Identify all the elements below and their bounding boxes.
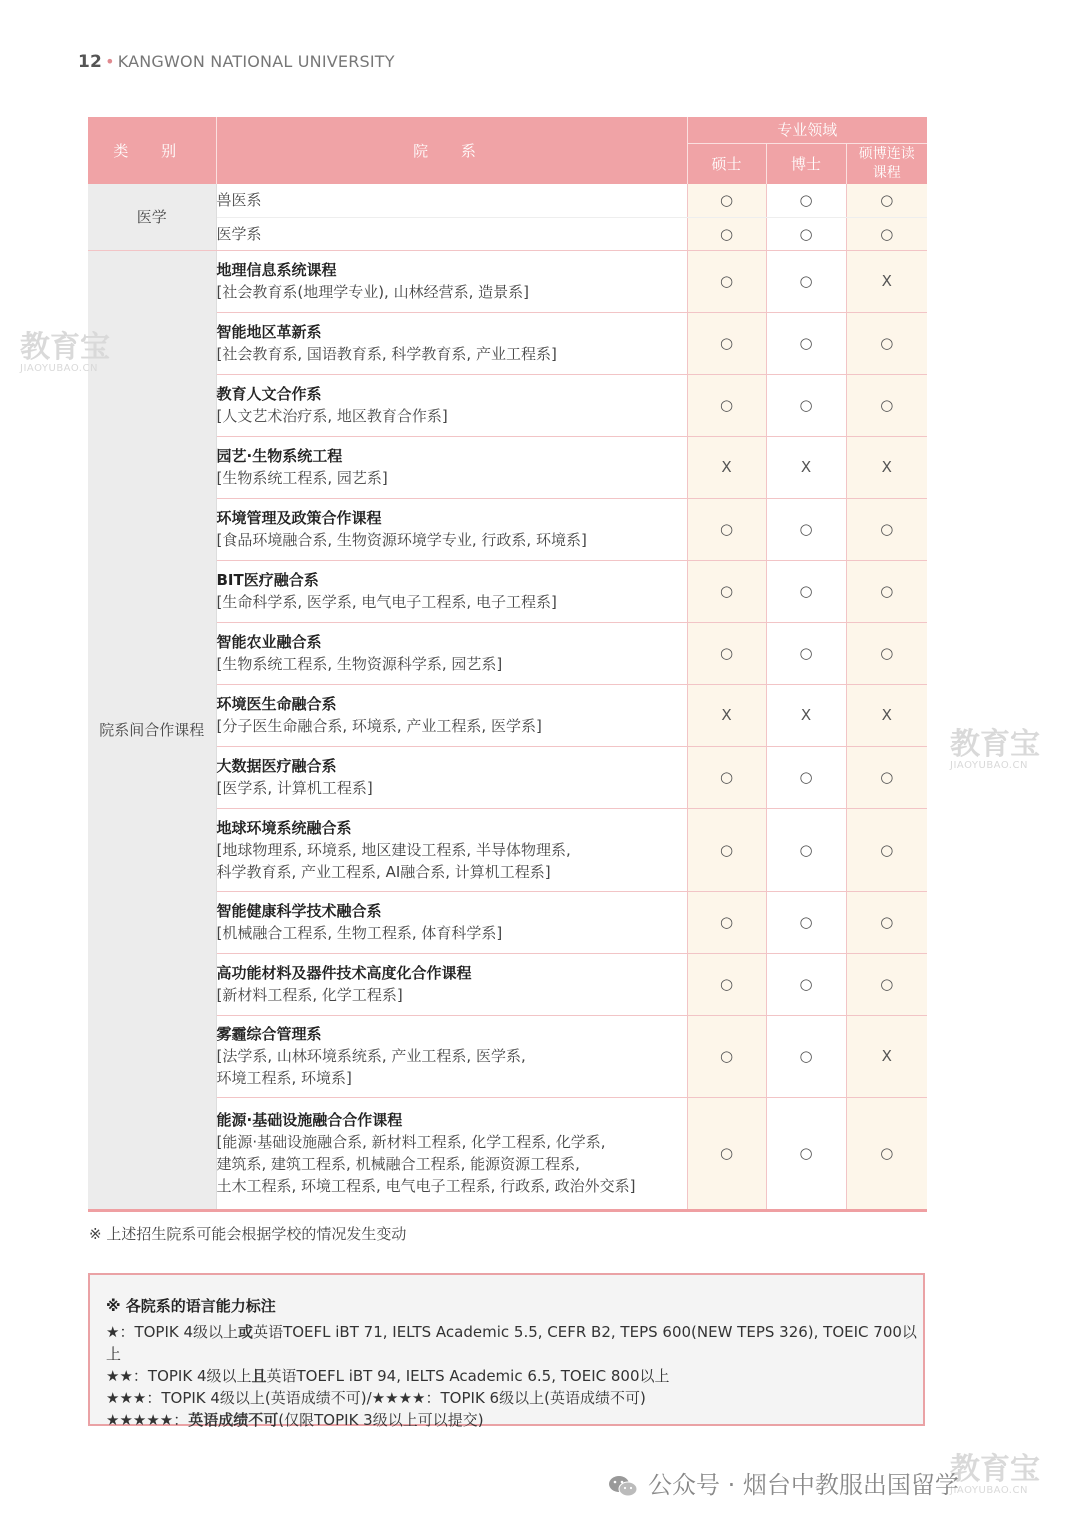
table-row	[88, 250, 927, 312]
department-members: [能源·基础设施融合系, 新材料工程系, 化学工程系, 化学系,	[216, 1133, 606, 1151]
department-members: [新材料工程系, 化学工程系]	[216, 986, 403, 1004]
page-number: 12	[78, 52, 103, 72]
doctor-mark: X	[766, 684, 846, 746]
combined-mark: ○	[846, 746, 927, 808]
master-mark: ○	[687, 250, 766, 312]
combined-mark: X	[846, 1015, 927, 1097]
stars: ★	[106, 1323, 120, 1341]
doctor-mark: ○	[766, 891, 846, 953]
combined-mark: ○	[846, 808, 927, 891]
header-separator: •	[105, 52, 115, 71]
page-header	[78, 52, 395, 72]
master-mark: ○	[687, 746, 766, 808]
doctor-mark: ○	[766, 217, 846, 250]
master-mark: ○	[687, 953, 766, 1015]
department-members: [机械融合工程系, 生物工程系, 体育科学系]	[216, 924, 503, 942]
master-mark: ○	[687, 217, 766, 250]
department-name: 教育人文合作系	[216, 385, 322, 403]
department-cell	[216, 250, 687, 312]
department-name: BIT医疗融合系	[216, 571, 319, 589]
header-category: 类 别	[88, 117, 216, 184]
line-text: 英语TOEFL iBT 71, IELTS Academic 5.5, CEFR B2, TEPS 600(NEW TEPS 326), TOEIC 700以上	[106, 1323, 917, 1363]
line-emphasis: ★★★★	[371, 1389, 426, 1407]
header-combined: 硕博连读 课程	[846, 143, 927, 184]
department-name: 智能健康科学技术融合系	[216, 902, 382, 920]
line-text: (仅限TOPIK 3级以上可以提交)	[278, 1411, 484, 1429]
department-members: 建筑系, 建筑工程系, 机械融合工程系, 能源资源工程系,	[216, 1155, 580, 1173]
master-mark: ○	[687, 312, 766, 374]
footnote: ※ 上述招生院系可能会根据学校的情况发生变动	[89, 1225, 407, 1243]
master-mark: ○	[687, 374, 766, 436]
combined-mark: X	[846, 250, 927, 312]
doctor-mark: ○	[766, 808, 846, 891]
line-emphasis: 或	[238, 1323, 254, 1341]
department-cell	[216, 436, 687, 498]
department-name: 园艺·生物系统工程	[216, 447, 343, 465]
category-cell: 医学	[88, 184, 216, 250]
master-mark: ○	[687, 808, 766, 891]
department-cell	[216, 684, 687, 746]
header-department: 院 系	[216, 117, 687, 184]
department-cell	[216, 891, 687, 953]
header-field-group: 专业领域	[687, 117, 927, 143]
master-mark: ○	[687, 184, 766, 217]
department-cell	[216, 1015, 687, 1097]
department-name: 地理信息系统课程	[216, 261, 337, 279]
master-mark: ○	[687, 622, 766, 684]
doctor-mark: ○	[766, 498, 846, 560]
stars: ★★★★★	[106, 1411, 174, 1429]
combined-mark: ○	[846, 184, 927, 217]
department-members: [生物系统工程系, 生物资源科学系, 园艺系]	[216, 655, 503, 673]
line-text: ：TOPIK 6级以上(英语成绩不可)	[425, 1389, 646, 1407]
line-text: ：TOPIK 4级以上	[119, 1323, 239, 1341]
department-members: [生物系统工程系, 园艺系]	[216, 469, 388, 487]
department-cell: 医学系	[216, 217, 687, 250]
department-members: [地球物理系, 环境系, 地区建设工程系, 半导体物理系,	[216, 840, 571, 859]
department-name: 环境医生命融合系	[216, 695, 337, 713]
doctor-mark: ○	[766, 622, 846, 684]
combined-mark: ○	[846, 622, 927, 684]
university-name: KANGWON NATIONAL UNIVERSITY	[117, 52, 395, 71]
department-cell	[216, 1097, 687, 1210]
combined-mark: ○	[846, 560, 927, 622]
combined-mark: ○	[846, 374, 927, 436]
department-name: 高功能材料及器件技术高度化合作课程	[216, 964, 472, 982]
language-box-title: ※ 各院系的语言能力标注	[106, 1297, 276, 1315]
combined-mark: ○	[846, 217, 927, 250]
department-members: [生命科学系, 医学系, 电气电子工程系, 电子工程系]	[216, 593, 557, 611]
department-members: 土木工程系, 环境工程系, 电气电子工程系, 行政系, 政治外交系]	[216, 1177, 636, 1195]
combined-mark: ○	[846, 953, 927, 1015]
line-emphasis: 且	[251, 1367, 267, 1385]
language-line	[106, 1387, 923, 1409]
department-cell	[216, 374, 687, 436]
department-members: [社会教育系, 国语教育系, 科学教育系, 产业工程系]	[216, 345, 557, 363]
department-name: 地球环境系统融合系	[216, 818, 352, 837]
department-name: 智能农业融合系	[216, 633, 322, 651]
doctor-mark: ○	[766, 1097, 846, 1210]
combined-mark: ○	[846, 1097, 927, 1210]
department-name: 大数据医疗融合系	[216, 757, 337, 775]
department-name: 环境管理及政策合作课程	[216, 509, 382, 527]
department-members: [分子医生命融合系, 环境系, 产业工程系, 医学系]	[216, 717, 542, 735]
table-row	[88, 184, 927, 217]
watermark-right: 教育宝 JIAOYUBAO.CN	[950, 727, 1040, 771]
department-table	[88, 117, 927, 1212]
watermark-bottom: 教育宝 JIAOYUBAO.CN	[950, 1452, 1040, 1496]
doctor-mark: ○	[766, 953, 846, 1015]
department-name: 能源·基础设施融合合作课程	[216, 1111, 403, 1129]
department-members: [医学系, 计算机工程系]	[216, 779, 373, 797]
department-members: [社会教育系(地理学专业), 山林经营系, 造景系]	[216, 283, 529, 301]
department-cell	[216, 746, 687, 808]
department-name: 雾霾综合管理系	[216, 1025, 322, 1043]
combined-mark: ○	[846, 891, 927, 953]
master-mark: ○	[687, 891, 766, 953]
line-text: ：TOPIK 4级以上	[132, 1367, 252, 1385]
doctor-mark: ○	[766, 1015, 846, 1097]
department-members: [法学系, 山林环境系统系, 产业工程系, 医学系,	[216, 1047, 526, 1065]
department-cell: 兽医系	[216, 184, 687, 217]
doctor-mark: ○	[766, 560, 846, 622]
doctor-mark: ○	[766, 250, 846, 312]
wechat-icon	[608, 1475, 638, 1497]
master-mark: X	[687, 436, 766, 498]
combined-mark: X	[846, 684, 927, 746]
language-requirements-box	[88, 1273, 925, 1429]
header-master: 硕士	[687, 143, 766, 184]
line-text: ：TOPIK 4级以上(英语成绩不可)/	[146, 1389, 372, 1407]
stars: ★★	[106, 1367, 133, 1385]
doctor-mark: X	[766, 436, 846, 498]
combined-mark: ○	[846, 312, 927, 374]
footer-text: 公众号 · 烟台中教服出国留学	[648, 1471, 959, 1499]
department-members: [食品环境融合系, 生物资源环境学专业, 行政系, 环境系]	[216, 531, 587, 549]
department-cell	[216, 808, 687, 891]
master-mark: ○	[687, 560, 766, 622]
line-text: ：	[173, 1411, 189, 1429]
header-doctor: 博士	[766, 143, 846, 184]
language-line	[106, 1321, 923, 1365]
master-mark: ○	[687, 1015, 766, 1097]
department-cell	[216, 498, 687, 560]
department-cell	[216, 560, 687, 622]
department-name: 智能地区革新系	[216, 323, 322, 341]
line-text: 英语TOEFL iBT 94, IELTS Academic 6.5, TOEIC 800以上	[266, 1367, 670, 1385]
doctor-mark: ○	[766, 746, 846, 808]
department-cell	[216, 312, 687, 374]
combined-mark: ○	[846, 498, 927, 560]
stars: ★★★	[106, 1389, 147, 1407]
department-cell	[216, 953, 687, 1015]
department-cell	[216, 622, 687, 684]
line-emphasis: 英语成绩不可	[188, 1411, 279, 1429]
master-mark: ○	[687, 498, 766, 560]
combined-mark: X	[846, 436, 927, 498]
doctor-mark: ○	[766, 374, 846, 436]
language-line	[106, 1365, 923, 1387]
doctor-mark: ○	[766, 184, 846, 217]
language-line	[106, 1409, 923, 1431]
master-mark: X	[687, 684, 766, 746]
doctor-mark: ○	[766, 312, 846, 374]
wechat-footer	[608, 1465, 959, 1500]
department-members: 科学教育系, 产业工程系, AI融合系, 计算机工程系]	[216, 862, 551, 881]
department-members: [人文艺术治疗系, 地区教育合作系]	[216, 407, 448, 425]
master-mark: ○	[687, 1097, 766, 1210]
department-members: 环境工程系, 环境系]	[216, 1069, 352, 1087]
watermark-left: 教育宝 JIAOYUBAO.CN	[20, 330, 110, 374]
category-cell: 院系间合作课程	[88, 250, 216, 1210]
